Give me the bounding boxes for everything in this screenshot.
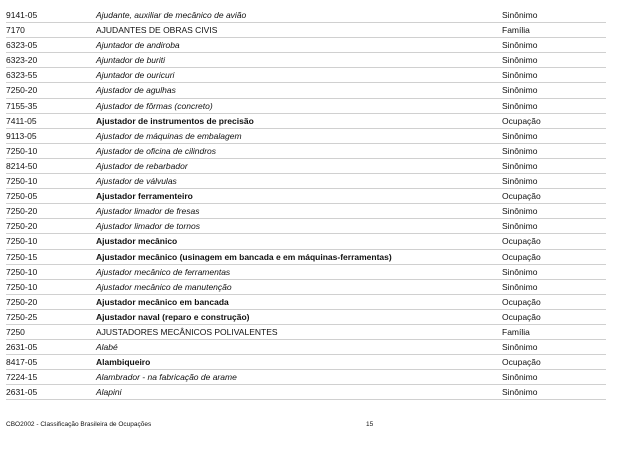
footer-source: CBO2002 - Classificação Brasileira de Ocupações: [6, 421, 152, 428]
row-title: Ajuntador de buriti: [96, 55, 165, 66]
row-title: Alabé: [96, 342, 118, 353]
row-title: Alambrador - na fabricação de arame: [96, 372, 237, 383]
table-row: [6, 114, 606, 129]
row-code: 7250-20: [6, 206, 38, 217]
row-type: Ocupação: [502, 251, 541, 262]
row-type: Sinônimo: [502, 281, 538, 292]
table-row: [6, 234, 606, 249]
row-type: Ocupação: [502, 236, 541, 247]
row-code: 7250-20: [6, 221, 38, 232]
row-type: Sinônimo: [502, 160, 538, 171]
table-row: [6, 174, 606, 189]
row-type: Sinônimo: [502, 130, 538, 141]
row-type: Sinônimo: [502, 342, 538, 353]
table-row: [6, 340, 606, 355]
table-row: [6, 265, 606, 280]
row-code: 7411-05: [6, 115, 37, 126]
row-type: Sinônimo: [502, 40, 538, 51]
row-type: Ocupação: [502, 191, 541, 202]
row-type: Sinônimo: [502, 266, 538, 277]
table-row: [6, 144, 606, 159]
table-row: [6, 38, 606, 53]
row-title: Alambiqueiro: [96, 357, 151, 368]
row-type: Sinônimo: [502, 221, 538, 232]
row-code: 9113-05: [6, 130, 37, 141]
row-title: Ajustador mecânico de ferramentas: [96, 266, 231, 277]
row-code: 7250-20: [6, 296, 38, 307]
occupation-table: [6, 8, 606, 400]
table-row: [6, 159, 606, 174]
row-title: Alapini: [96, 387, 122, 398]
row-type: Ocupação: [502, 115, 541, 126]
row-title: Ajustador de fôrmas (concreto): [96, 100, 213, 111]
table-row: [6, 189, 606, 204]
table-row: [6, 23, 606, 38]
row-code: 6323-55: [6, 70, 38, 81]
table-row: [6, 385, 606, 400]
row-type: Sinônimo: [502, 372, 538, 383]
row-code: 2631-05: [6, 342, 38, 353]
row-type: Família: [502, 25, 530, 36]
table-row: [6, 83, 606, 98]
table-row: [6, 129, 606, 144]
row-type: Sinônimo: [502, 206, 538, 217]
table-row: [6, 310, 606, 325]
row-code: 7250-15: [6, 251, 38, 262]
row-code: 7250: [6, 326, 25, 337]
row-code: 7250-10: [6, 266, 38, 277]
row-code: 7250-10: [6, 236, 38, 247]
table-row: [6, 99, 606, 114]
row-code: 8214-50: [6, 160, 38, 171]
row-code: 7250-10: [6, 145, 38, 156]
row-title: Ajustador naval (reparo e construção): [96, 311, 250, 322]
row-title: Ajustador mecânico de manutenção: [96, 281, 232, 292]
row-title: Ajustador de oficina de cilindros: [96, 145, 217, 156]
table-row: [6, 355, 606, 370]
table-row: [6, 219, 606, 234]
row-type: Ocupação: [502, 357, 541, 368]
row-type: Ocupação: [502, 311, 541, 322]
row-title: Ajustador mecânico em bancada: [96, 296, 229, 307]
row-type: Ocupação: [502, 296, 541, 307]
row-type: Sinônimo: [502, 85, 538, 96]
row-code: 7155-35: [6, 100, 38, 111]
row-title: Ajuntador de ouricuri: [96, 70, 175, 81]
row-code: 7250-05: [6, 191, 38, 202]
row-code: 7170: [6, 25, 25, 36]
row-code: 6323-20: [6, 55, 38, 66]
row-code: 9141-05: [6, 10, 38, 20]
row-type: Família: [502, 326, 530, 337]
row-title: AJUSTADORES MECÂNICOS POLIVALENTES: [96, 326, 278, 337]
table-row: [6, 68, 606, 83]
table-row: [6, 370, 606, 385]
page-number: 15: [366, 421, 374, 428]
row-title: Ajustador de agulhas: [96, 85, 176, 96]
row-type: Sinônimo: [502, 100, 538, 111]
row-title: Ajustador limador de fresas: [96, 206, 200, 217]
table-row: [6, 204, 606, 219]
row-title: Ajustador de instrumentos de precisão: [96, 115, 254, 126]
row-code: 7250-25: [6, 311, 38, 322]
row-title: Ajudante, auxiliar de mecânico de avião: [96, 10, 247, 20]
row-type: Sinônimo: [502, 176, 538, 187]
row-title: Ajuntador de andiroba: [96, 40, 180, 51]
row-title: Ajustador limador de tornos: [96, 221, 200, 232]
table-row: [6, 250, 606, 265]
table-row: [6, 325, 606, 340]
row-title: Ajustador mecânico: [96, 236, 178, 247]
row-code: 7250-10: [6, 281, 38, 292]
row-type: Sinônimo: [502, 55, 538, 66]
table-row: [6, 53, 606, 68]
row-type: Sinônimo: [502, 10, 538, 20]
row-code: 2631-05: [6, 387, 38, 398]
table-row: [6, 280, 606, 295]
row-title: Ajustador de máquinas de embalagem: [96, 130, 242, 141]
row-title: AJUDANTES DE OBRAS CIVIS: [96, 25, 218, 36]
row-code: 7224-15: [6, 372, 38, 383]
row-code: 6323-05: [6, 40, 38, 51]
row-title: Ajustador ferramenteiro: [96, 191, 193, 202]
table-row: [6, 295, 606, 310]
row-title: Ajustador de rebarbador: [96, 160, 188, 171]
row-code: 7250-20: [6, 85, 38, 96]
row-title: Ajustador de válvulas: [96, 176, 177, 187]
row-code: 8417-05: [6, 357, 38, 368]
row-type: Sinônimo: [502, 70, 538, 81]
row-type: Sinônimo: [502, 145, 538, 156]
table-row: [6, 8, 606, 23]
row-code: 7250-10: [6, 176, 38, 187]
row-type: Sinônimo: [502, 387, 538, 398]
row-title: Ajustador mecânico (usinagem em bancada e em máquinas-ferramentas): [96, 251, 392, 262]
